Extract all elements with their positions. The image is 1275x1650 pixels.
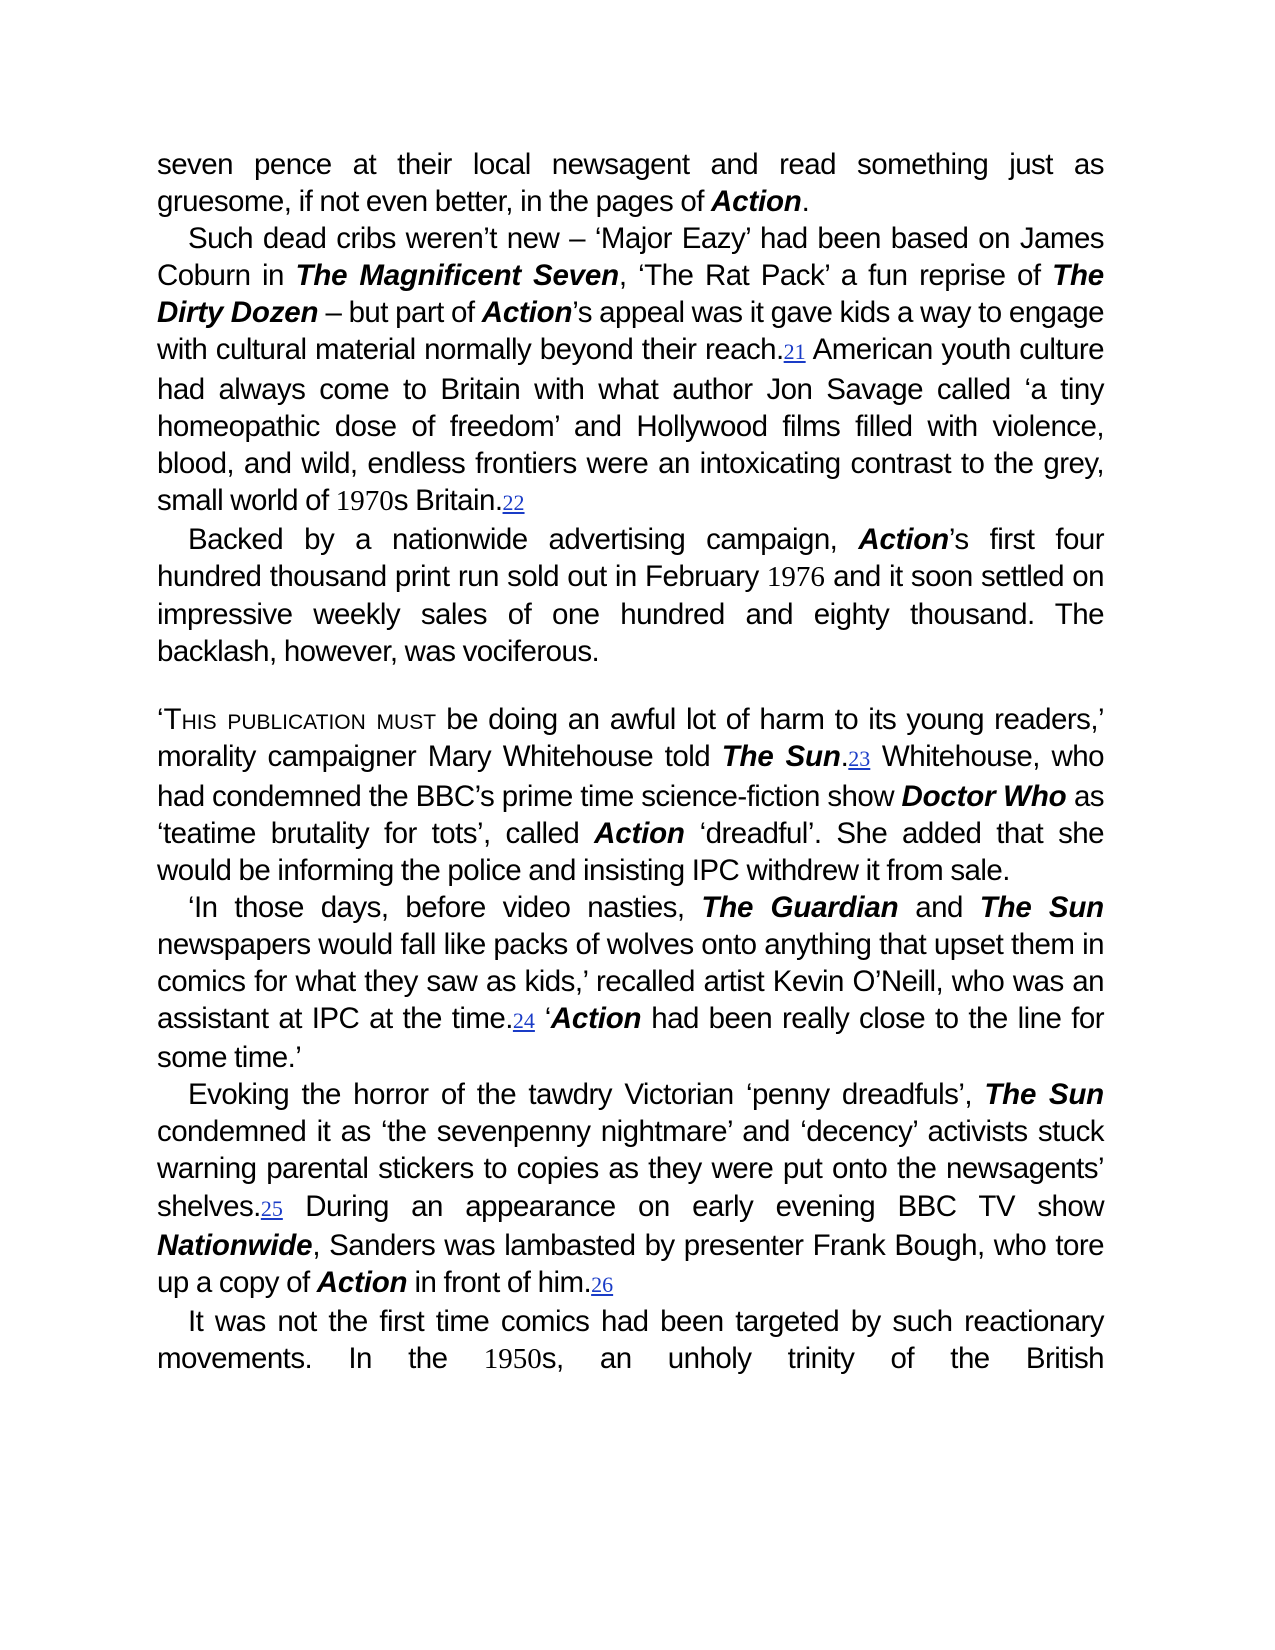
year-number: 1950	[483, 1342, 542, 1375]
text-run: Backed by a nationwide advertising campaign,	[188, 522, 859, 556]
title-action: Action	[481, 296, 573, 330]
paragraph-5	[157, 889, 1104, 1076]
text-run: Evoking the horror of the tawdry Victorian ‘penny dreadfuls’,	[188, 1078, 985, 1112]
text-run: ’s appeal was it gave kids a way to engage with cultural material normally beyond their reach.	[157, 296, 1104, 367]
text-run: , ‘The Rat Pack’ a fun reprise of	[618, 259, 1053, 293]
text-run: be doing an awful lot of harm to its young readers,’ morality campaigner Mary Whitehouse told	[157, 703, 1105, 774]
title-action: Action	[858, 522, 949, 556]
text-run: had been really close to the line for some time.’	[157, 1002, 1104, 1075]
footnote-link-24[interactable]: 24	[512, 1008, 535, 1034]
text-run: seven pence at their local newsagent and read something just as gruesome, if not even better, in the pages of	[157, 148, 1104, 219]
title-action: Action	[594, 816, 685, 850]
text-run: in front of him.	[407, 1265, 592, 1299]
text-run: ‘In those days, before video nasties,	[188, 890, 702, 924]
title-magnificent-seven: The Magnificent Seven	[295, 259, 619, 293]
paragraph-1	[157, 146, 1104, 220]
book-page	[157, 146, 1104, 1378]
footnote-link-22[interactable]: 22	[502, 489, 525, 515]
text-run: and it soon settled on impressive weekly sales of one hundred and eighty thousand. The backlash, however, was vociferous.	[157, 560, 1104, 669]
text-run: Whitehouse, who had condemned the BBC’s prime time science-fiction show	[157, 740, 1104, 813]
paragraph-7	[157, 1303, 1104, 1378]
text-run: and	[898, 890, 980, 924]
text-run: condemned it as ‘the sevenpenny nightmare’ and ‘decency’ activists stuck warning parental stickers to copies as they were put onto the newsagents’ shelves.	[157, 1115, 1104, 1223]
title-dirty-dozen: The Dirty Dozen	[157, 259, 1105, 330]
paragraph-4-section-start	[157, 701, 1104, 888]
text-run: American youth culture had always come to Britain with what author Jon Savage called ‘a tiny homeopathic dose of freedom’ and Hollywood films filled with violence, blood, and wild, endless frontiers were an intoxicating contrast to the grey, small world of	[157, 333, 1104, 517]
text-run: .	[801, 185, 810, 219]
title-action: Action	[316, 1265, 408, 1299]
text-run: ‘dreadful’. She added that she would be informing the police and insisting IPC withdrew it from sale.	[157, 816, 1104, 887]
small-caps-opening: ‘This publication must	[157, 703, 437, 737]
text-run: ’s first four hundred thousand print run sold out in February	[157, 522, 1104, 594]
text-run: as ‘teatime brutality for tots’, called	[157, 779, 1104, 850]
text-run: ‘	[534, 1002, 551, 1036]
title-doctor-who: Doctor Who	[901, 779, 1067, 813]
text-run: .	[840, 740, 849, 774]
year-number: 1970	[335, 484, 394, 517]
text-run: – but part of	[318, 296, 482, 330]
text-run: newspapers would fall like packs of wolves onto anything that upset them in comics for what they saw as kids,’ recalled artist Kevin O’Neill, who was an assistant at IPC at the time.	[157, 927, 1104, 1036]
title-the-sun: The Sun	[979, 890, 1104, 924]
text-run: , Sanders was lambasted by presenter Frank Bough, who tore up a copy of	[157, 1228, 1104, 1299]
title-nationwide: Nationwide	[157, 1228, 313, 1262]
title-action: Action	[550, 1002, 642, 1036]
footnote-link-21[interactable]: 21	[783, 339, 806, 365]
title-the-sun: The Sun	[984, 1078, 1104, 1112]
footnote-link-23[interactable]: 23	[848, 746, 871, 772]
text-run: s Britain.	[393, 483, 503, 517]
title-the-sun: The Sun	[721, 740, 841, 774]
year-number: 1976	[766, 561, 825, 594]
paragraph-6	[157, 1076, 1104, 1303]
text-run: Such dead cribs weren’t new – ‘Major Eazy’ had been based on James Coburn in	[157, 222, 1104, 293]
title-action: Action	[711, 185, 802, 219]
paragraph-2	[157, 220, 1104, 521]
text-run: s, an unholy trinity of the British	[541, 1341, 1105, 1375]
text-run: It was not the first time comics had been targeted by such reactionary movements. In the	[157, 1304, 1104, 1375]
paragraph-3	[157, 521, 1104, 670]
footnote-link-25[interactable]: 25	[260, 1195, 283, 1221]
text-run: During an appearance on early evening BBC TV show	[282, 1189, 1104, 1223]
title-the-guardian: The Guardian	[701, 890, 899, 924]
footnote-link-26[interactable]: 26	[591, 1271, 614, 1297]
